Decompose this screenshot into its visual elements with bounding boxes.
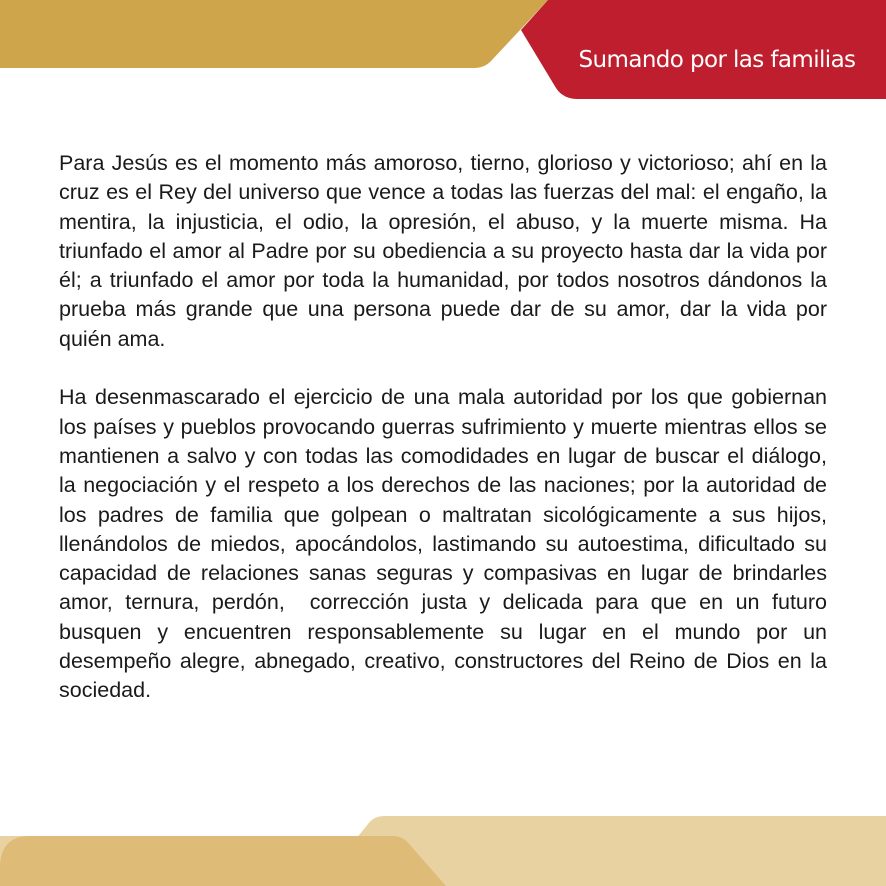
- bottom-gold-corner: [0, 836, 446, 886]
- header-tag-label: Sumando por las familias: [578, 47, 856, 73]
- document-body: [59, 149, 833, 735]
- paragraph-2: Ha desenmascarado el ejercicio de una mala autoridad por los que gobiernan los países y pueblos provocando guerras sufrimiento y muerte mientras ellos se mantienen a salvo y con todas las comodidades en lugar de buscar el diálogo, la negociación y el respeto a los derechos de las naciones; por la autoridad de los padres de familia que golpean o maltratan sicológicamente a sus hijos, llenándolos de miedos, apocándolos, lastimando su autoestima, dificultado su capacidad de relaciones sanas seguras y compasivas en lugar de brindarles amor, ternura, perdón, corrección justa y delicada para que en un futuro busquen y encuentren responsablemente su lugar en el mundo por un desempeño alegre, abnegado, creativo, constructores del Reino de Dios en la sociedad.: [59, 385, 833, 703]
- paragraph-1: Para Jesús es el momento más amoroso, tierno, glorioso y victorioso; ahí en la cruz es el Rey del universo que vence a todas las fuerzas del mal: el engaño, la mentira, la injusticia, el odio, la opresión, el abuso, y la muerte misma. Ha triunfado el amor al Padre por su obediencia a su proyecto hasta dar la vida por él; a triunfado el amor por toda la humanidad, por todos nosotros dándonos la prueba más grande que una persona puede dar de su amor, dar la vida por quién ama.: [59, 151, 833, 351]
- top-gold-band: [0, 0, 548, 68]
